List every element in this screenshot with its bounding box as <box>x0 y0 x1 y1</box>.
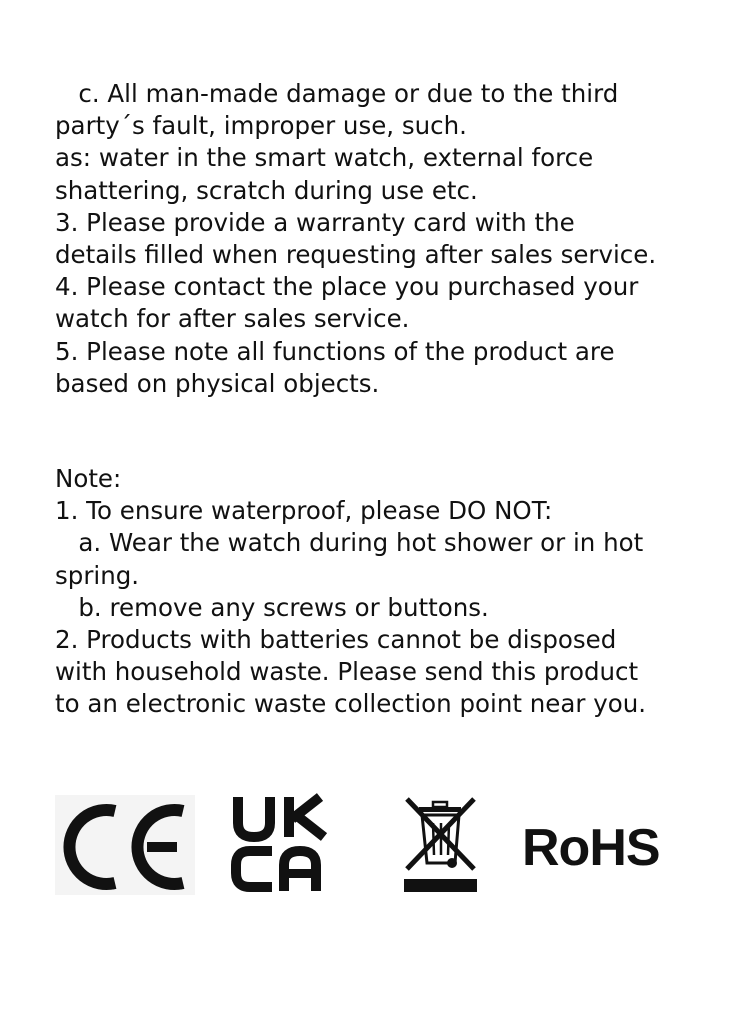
text-line: a. Wear the watch during hot shower or in hot <box>55 528 644 558</box>
text-line: c. All man-made damage or due to the third <box>55 79 619 108</box>
text-line: b. remove any screws or buttons. <box>55 592 489 622</box>
text-line: 4. Please contact the place you purchased your <box>55 272 639 302</box>
weee-bin-logo <box>403 797 478 893</box>
ukca-mark-icon <box>230 793 332 893</box>
text-line: watch for after sales service. <box>55 304 410 334</box>
text-line: with household waste. Please send this product <box>55 657 639 687</box>
text-line: based on physical objects. <box>55 368 380 398</box>
text-line: 1. To ensure waterproof, please DO NOT: <box>55 496 553 526</box>
text-line: 5. Please note all functions of the product are <box>55 336 615 366</box>
crossed-out-wheelie-bin-icon <box>403 797 478 893</box>
text-line: to an electronic waste collection point near you. <box>55 689 647 719</box>
text-line: details filled when requesting after sales service. <box>55 240 657 270</box>
ce-mark-logo <box>55 795 195 895</box>
text-line: party´s fault, improper use, such. <box>55 111 467 141</box>
text-line: 2. Products with batteries cannot be disposed <box>55 625 617 655</box>
note-text-block <box>55 463 715 721</box>
text-line: as: water in the smart watch, external force <box>55 143 594 173</box>
text-line: 3. Please provide a warranty card with the <box>55 207 575 237</box>
text-line: shattering, scratch during use etc. <box>55 175 478 205</box>
warranty-text-block <box>55 78 715 400</box>
ukca-mark-logo <box>230 793 332 893</box>
note-heading: Note: <box>55 464 122 493</box>
rohs-mark-logo: RoHS <box>522 819 660 877</box>
text-line: spring. <box>55 560 140 590</box>
ce-mark-icon <box>55 795 195 895</box>
